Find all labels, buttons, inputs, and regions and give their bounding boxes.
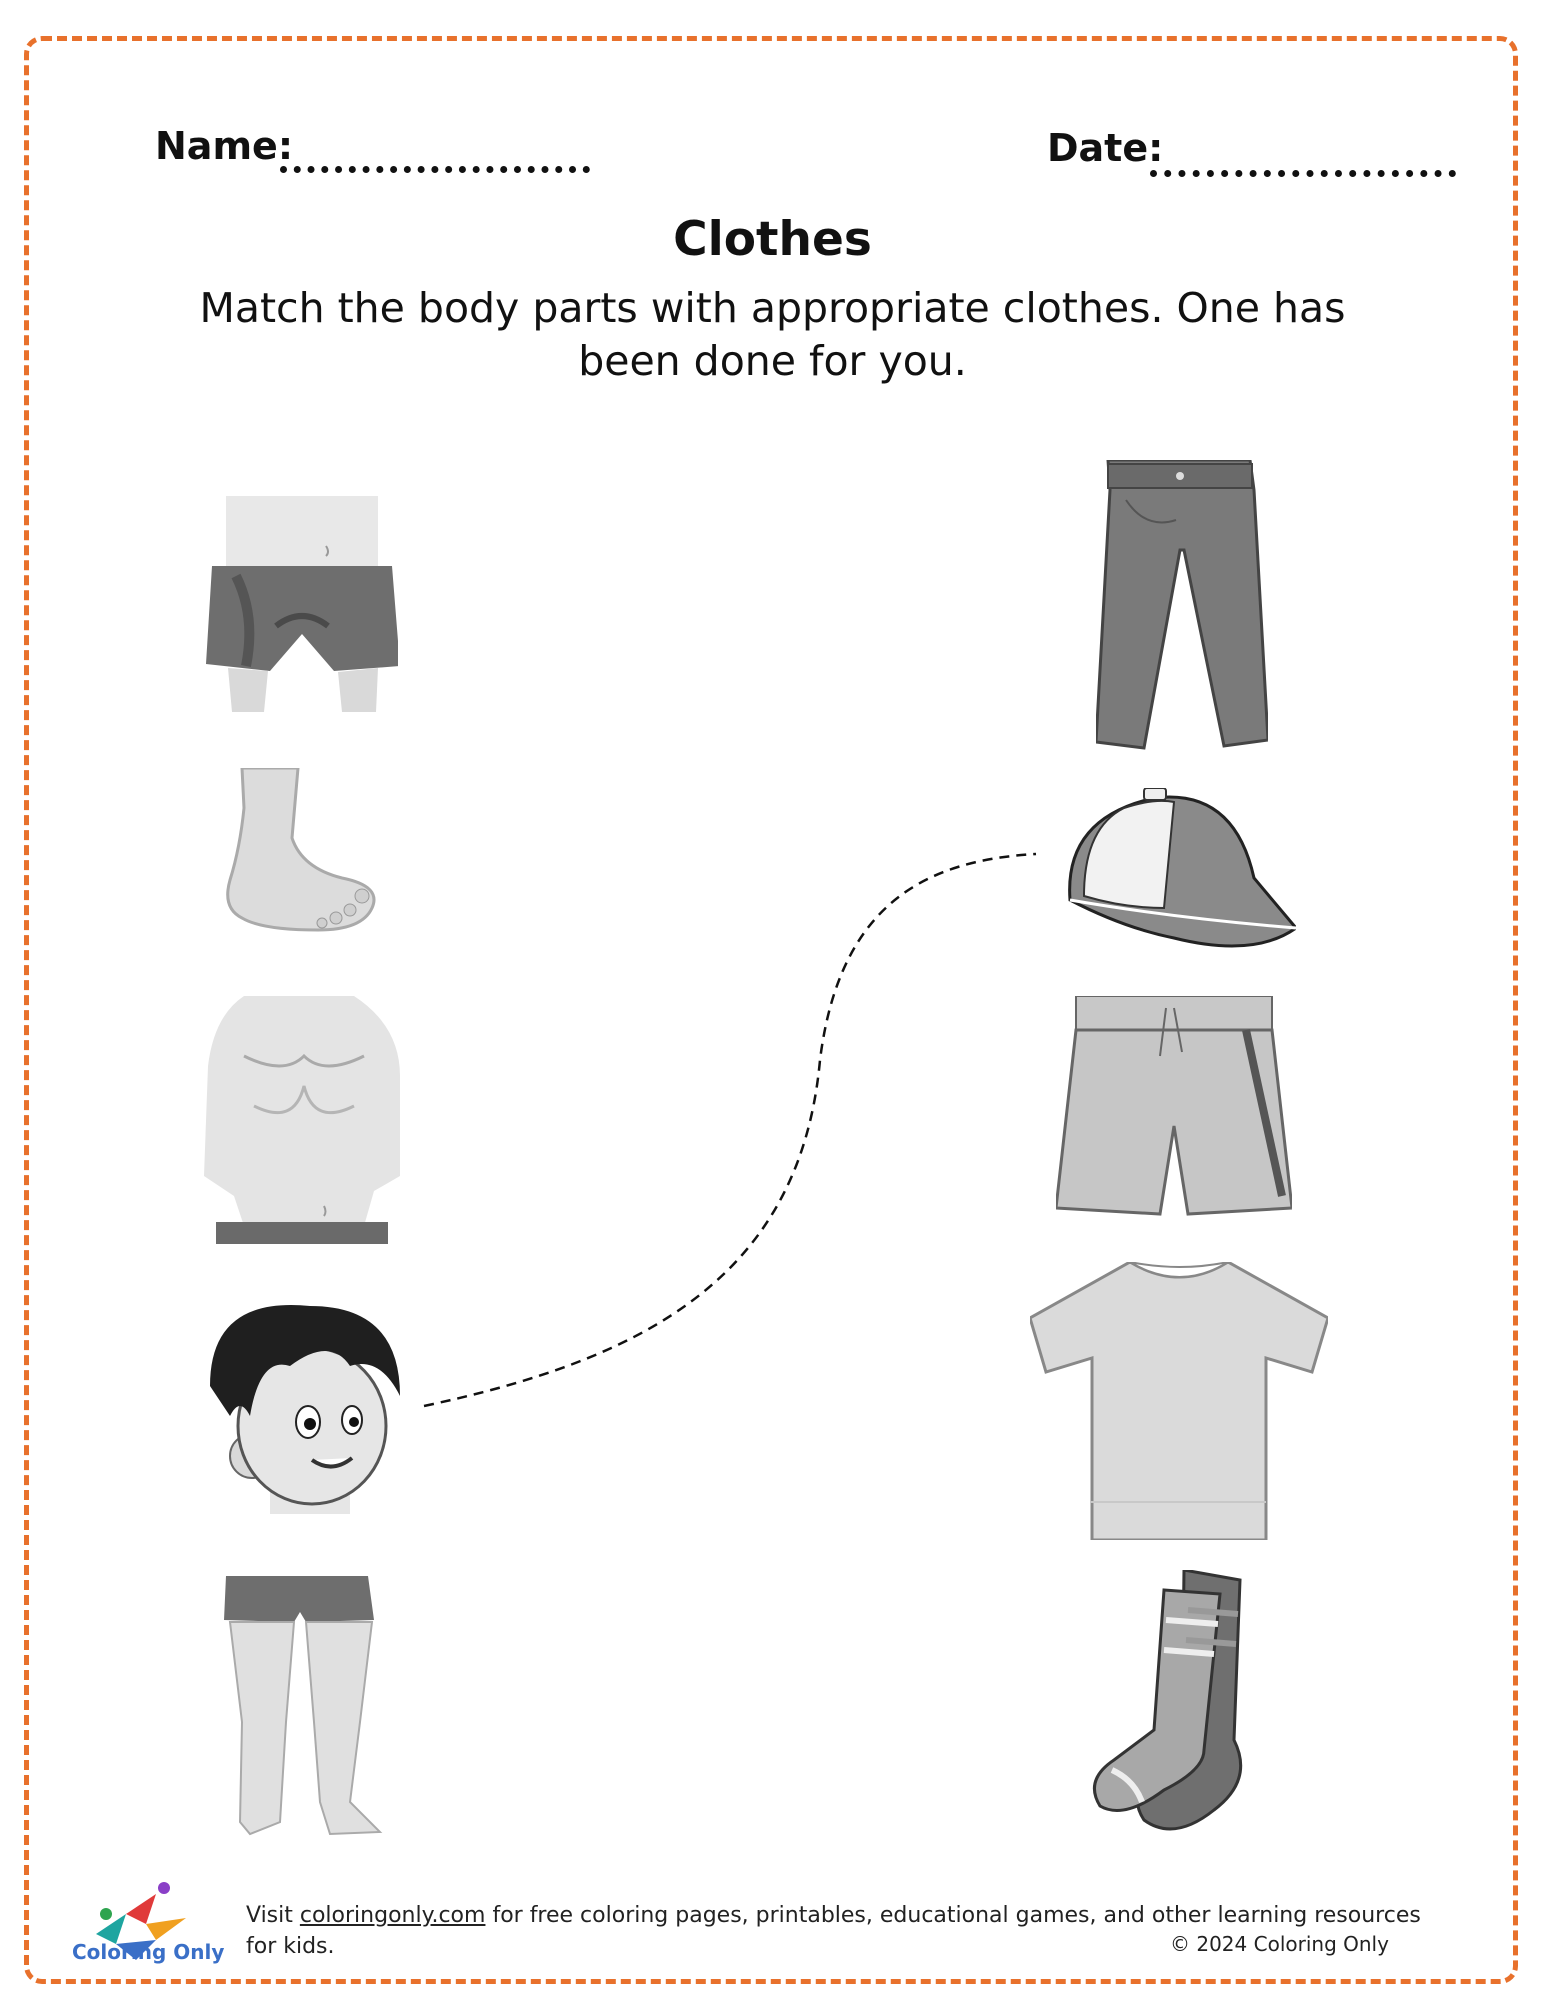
logo-text: Coloring Only bbox=[72, 1940, 225, 1964]
footer-prefix: Visit bbox=[246, 1903, 300, 1928]
boy-head-icon[interactable] bbox=[200, 1296, 406, 1514]
date-label: Date: bbox=[1047, 126, 1164, 170]
name-label: Name: bbox=[155, 124, 294, 168]
coloringonly-link[interactable]: coloringonly.com bbox=[299, 1903, 486, 1928]
name-field[interactable] bbox=[280, 166, 590, 173]
tshirt-icon[interactable] bbox=[1030, 1262, 1328, 1540]
copyright: © 2024 Coloring Only bbox=[1170, 1932, 1389, 1956]
foot-icon[interactable] bbox=[222, 768, 382, 938]
trousers-icon[interactable] bbox=[1096, 460, 1268, 752]
hips-icon[interactable] bbox=[206, 496, 398, 712]
instructions: Match the body parts with appropriate clothes. One has been done for you. bbox=[199, 284, 1346, 385]
legs-icon[interactable] bbox=[220, 1572, 384, 1840]
torso-icon[interactable] bbox=[204, 996, 400, 1244]
page-title: Clothes bbox=[673, 212, 872, 267]
socks-icon[interactable] bbox=[1084, 1570, 1272, 1842]
footer-suffix: for free coloring pages, printables, educational games, and other learning resources for kids. bbox=[246, 1903, 1421, 1959]
shorts-icon[interactable] bbox=[1056, 996, 1292, 1220]
date-field[interactable] bbox=[1150, 170, 1456, 177]
cap-icon[interactable] bbox=[1064, 788, 1296, 956]
